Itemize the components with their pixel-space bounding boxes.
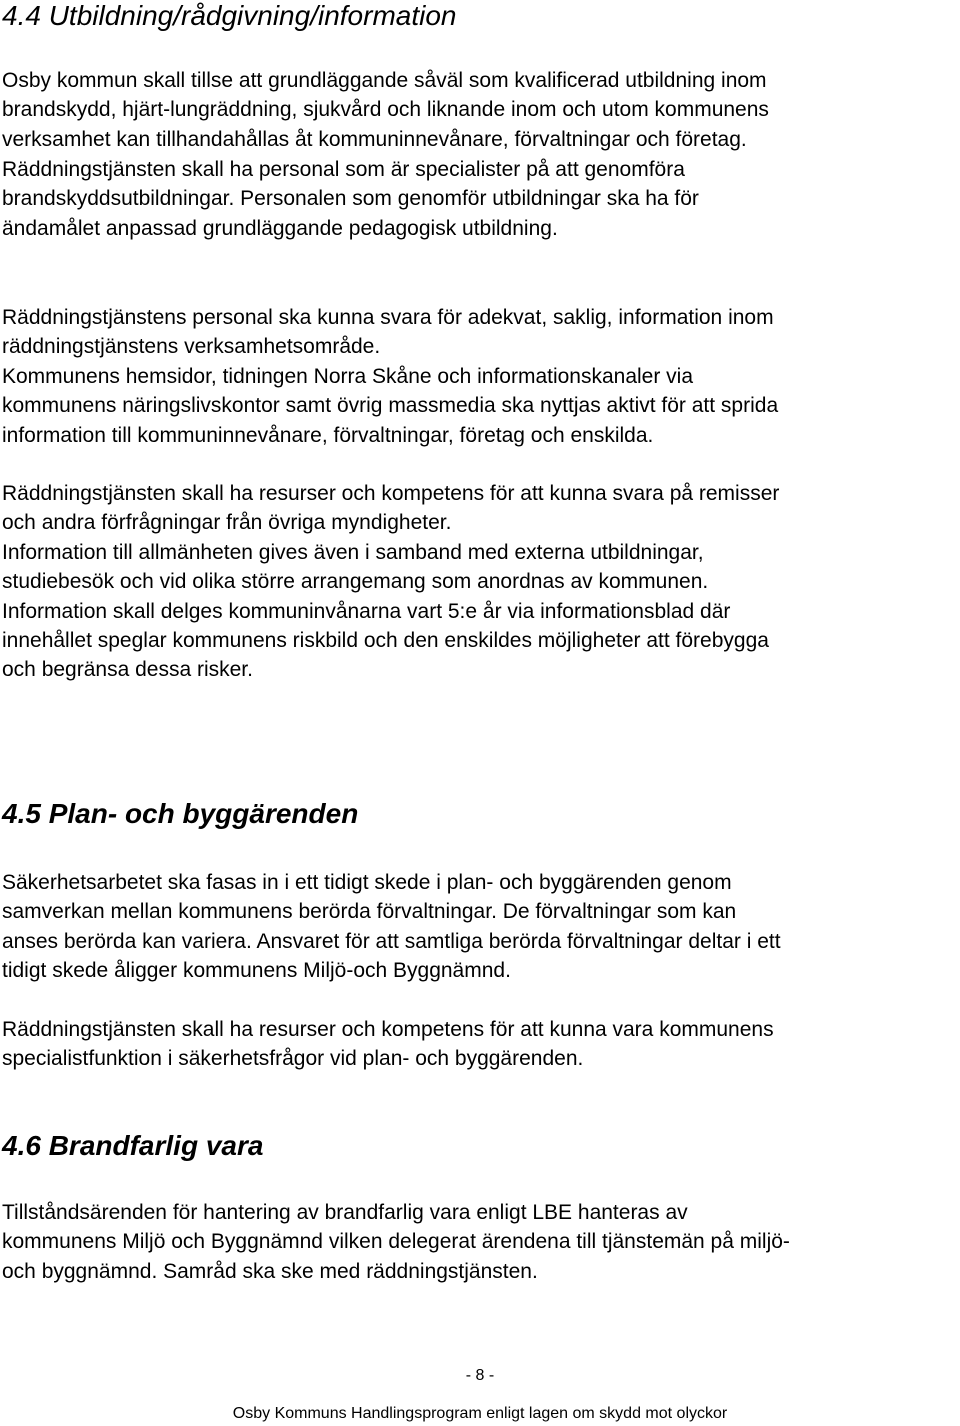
text-line: och begränsa dessa risker. [2, 658, 253, 682]
text-line: räddningstjänstens verksamhetsområde. [2, 335, 381, 359]
text-line: kommunens näringslivskontor samt övrig massmedia ska nyttjas aktivt för att sprida [2, 394, 779, 418]
text-line: Räddningstjänstens personal ska kunna svara för adekvat, saklig, information inom [2, 306, 774, 329]
page-number: - 8 - [465, 1367, 495, 1384]
text-line: anses berörda kan variera. Ansvaret för att samtliga berörda förvaltningar deltar i ett [2, 929, 781, 953]
text-line: och byggnämnd. Samråd ska ske med räddningstjänsten. [2, 1259, 538, 1283]
text-line: studiebesök och vid olika större arrangemang som anordnas av kommunen. [2, 570, 709, 594]
paragraph-4-5-specialist [2, 1015, 960, 1074]
paragraph-4-6-permits [2, 1198, 960, 1286]
section-heading-4-6: 4.6 Brandfarlig vara [2, 1130, 264, 1161]
text-line: Information till allmänheten gives även i samband med externa utbildningar, [2, 540, 704, 564]
paragraph-4-4-resources [2, 479, 960, 685]
paragraph-4-4-personnel [2, 155, 960, 243]
text-line: Kommunens hemsidor, tidningen Norra Skåne och informationskanaler via [2, 364, 694, 388]
text-line: Osby kommun skall tillse att grundläggande såväl som kvalificerad utbildning inom [2, 69, 767, 92]
text-line: kommunens Miljö och Byggnämnd vilken delegerat ärendena till tjänstemän på miljö- [2, 1230, 790, 1254]
paragraph-4-5-safety-work [2, 868, 960, 986]
text-line: tidigt skede åligger kommunens Miljö-och Byggnämnd. [2, 959, 511, 983]
text-line: Säkerhetsarbetet ska fasas in i ett tidigt skede i plan- och byggärenden genom [2, 871, 732, 894]
paragraph-4-4-intro [2, 66, 960, 154]
text-line: Information skall delges kommuninvånarna vart 5:e år via informationsblad där [2, 599, 731, 623]
text-line: samverkan mellan kommunens berörda förvaltningar. De förvaltningar som kan [2, 900, 737, 924]
text-line: verksamhet kan tillhandahållas åt kommuninnevånare, förvaltningar och företag. [2, 127, 747, 151]
text-line: brandskydd, hjärt-lungräddning, sjukvård och liknande inom och utom kommunens [2, 98, 769, 122]
page-footer: Osby Kommuns Handlingsprogram enligt lagen om skydd mot olyckor [232, 1405, 728, 1422]
text-line: Räddningstjänsten skall ha resurser och kompetens för att kunna vara kommunens [2, 1018, 774, 1041]
text-line: Räddningstjänsten skall ha personal som är specialister på att genomföra [2, 158, 685, 181]
section-heading-4-5: 4.5 Plan- och byggärenden [2, 798, 359, 829]
text-line: specialistfunktion i säkerhetsfrågor vid plan- och byggärenden. [2, 1047, 584, 1071]
text-line: brandskyddsutbildningar. Personalen som genomför utbildningar ska ha för [2, 187, 699, 211]
section-heading-4-4: 4.4 Utbildning/rådgivning/information [2, 0, 457, 31]
text-line: och andra förfrågningar från övriga myndigheter. [2, 511, 452, 535]
text-line: ändamålet anpassad grundläggande pedagogisk utbildning. [2, 216, 558, 240]
text-line: innehållet speglar kommunens riskbild och den enskildes möjligheter att förebygga [2, 629, 769, 653]
text-line: Tillståndsärenden för hantering av brandfarlig vara enligt LBE hanteras av [2, 1201, 688, 1224]
text-line: Räddningstjänsten skall ha resurser och kompetens för att kunna svara på remisser [2, 482, 780, 505]
text-line: information till kommuninnevånare, förvaltningar, företag och enskilda. [2, 423, 654, 447]
paragraph-4-4-information [2, 303, 960, 450]
